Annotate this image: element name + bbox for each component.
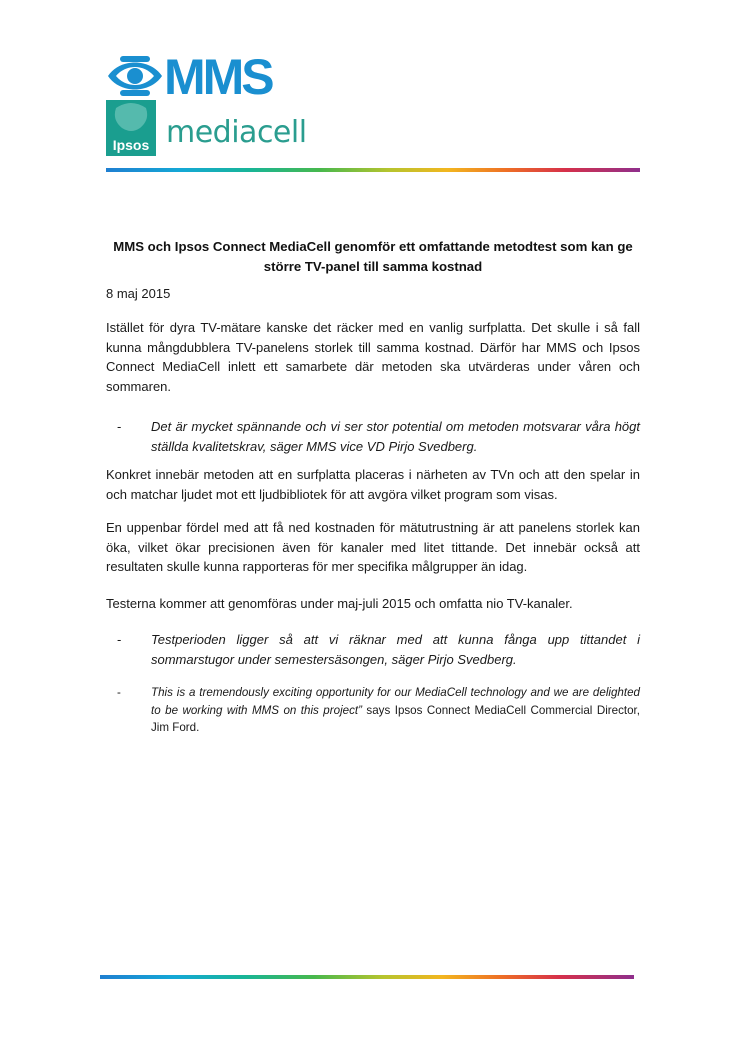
quote-text: Testperioden ligger så att vi räknar med att kunna fånga upp tittandet i sommarstugor under semestersäsongen, säger Pirjo Svedberg.: [151, 632, 640, 667]
ipsos-logo: [106, 100, 156, 156]
body-paragraph: Testerna kommer att genomföras under maj-juli 2015 och omfatta nio TV-kanaler.: [106, 596, 573, 611]
footer-divider: [100, 975, 634, 979]
mms-logo-text: MMS: [164, 52, 272, 98]
mms-logo: [106, 52, 281, 98]
quote-dash: -: [117, 419, 122, 434]
quote-text: Det är mycket spännande och vi ser stor potential om metoden motsvarar våra högt ställda kvalitetskrav, säger MMS vice VD Pirjo Svedberg.: [151, 419, 640, 454]
quote-item: [117, 417, 640, 456]
quote-text: [151, 684, 640, 737]
body-paragraph: Istället för dyra TV-mätare kanske det räcker med en vanlig surfplatta. Det skulle i så fall kunna mångdubblera TV-panelens storlek till samma kostnad. Därför har MMS och Ipsos Connect MediaCell inlett ett samarbete där metoden ska utvärderas under våren och sommaren.: [106, 320, 640, 394]
mediacell-logo: mediacell: [166, 115, 307, 150]
press-release-date: 8 maj 2015: [106, 286, 171, 301]
quote-dash: -: [117, 686, 121, 699]
body-paragraph: En uppenbar fördel med att få ned kostnaden för mätutrustning är att panelens storlek kan öka, vilket ökar precisionen även för kanaler med litet tittande. Det innebär också att resultaten skulle kunna rapporteras för mer specifika målgrupper än idag.: [106, 520, 640, 574]
ipsos-logo-text: Ipsos: [112, 137, 150, 153]
quote-dash: -: [117, 632, 122, 647]
press-release-title: MMS och Ipsos Connect MediaCell genomför ett omfattande metodtest som kan ge större TV-panel till samma kostnad: [113, 239, 633, 274]
header-divider: [106, 168, 640, 172]
body-paragraph: Konkret innebär metoden att en surfplatta placeras i närheten av TVn och att den spelar in och matchar ljudet mot ett ljudbibliotek för att avgöra vilket program som visas.: [106, 467, 640, 502]
quote-item: [117, 630, 640, 669]
quote-item: [117, 684, 640, 737]
quote-attribution: says Ipsos Connect MediaCell Commercial Director, Jim Ford.: [151, 703, 640, 734]
quote-text-italic: This is a tremendously exciting opportunity for our MediaCell technology and we are delighted to be working with MMS on this project”: [151, 686, 640, 717]
